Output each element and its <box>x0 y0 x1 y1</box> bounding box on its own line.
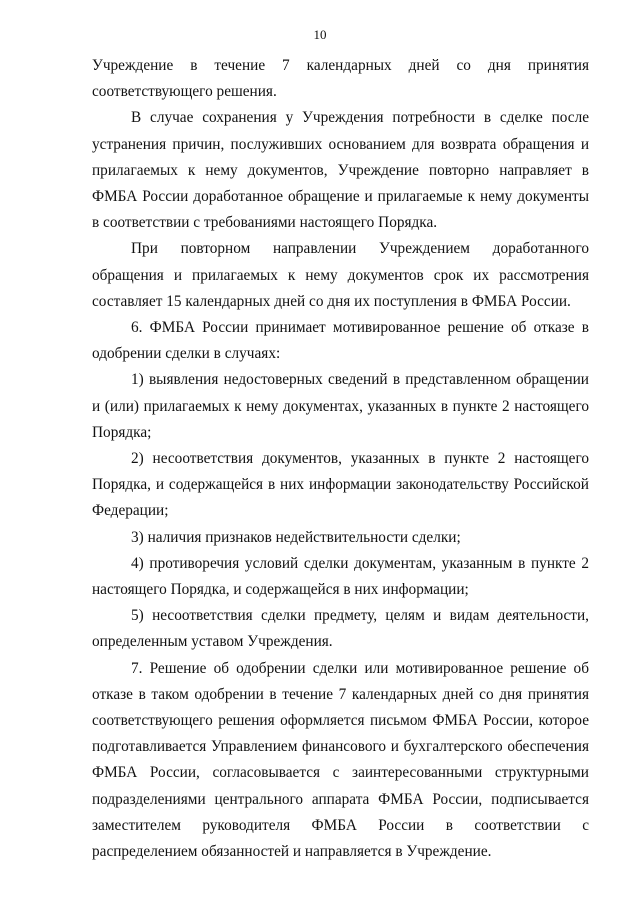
paragraph-item-7: 7. Решение об одобрении сделки или мотивированное решение об отказе в таком одобрении в течение 7 календарных дней со дня принятия соответствующего решения оформляется письмом ФМБА России, которое подготавливается Управлением финансового и бухгалтерского обеспечения ФМБА России, согласовывается с заинтересованными структурными подразделениями центрального аппарата ФМБА России, подписывается заместителем руководителя ФМБА России в соответствии с распределением обязанностей и направляется в Учреждение. <box>92 659 589 861</box>
list-item-2: 2) несоответствия документов, указанных в пункте 2 настоящего Порядка, и содержащейся в них информации законодательству Российской Федерации; <box>92 450 589 520</box>
list-item-3: 3) наличия признаков недействительности сделки; <box>131 528 461 546</box>
paragraph-resubmission-need: В случае сохранения у Учреждения потребности в сделке после устранения причин, послуживших основанием для возврата обращения и прилагаемых к нему документов, Учреждение повторно направляет в ФМБА России доработанное обращение и прилагаемые к нему документы в соответствии с требованиями настоящего Порядка. <box>92 109 589 232</box>
paragraph-resubmission-term: При повторном направлении Учреждением доработанного обращения и прилагаемых к нему документов срок их рассмотрения составляет 15 календарных дней со дня их поступления в ФМБА России. <box>92 240 589 310</box>
list-item-1: 1) выявления недостоверных сведений в представленном обращении и (или) прилагаемых к нему документах, указанных в пункте 2 настоящего Порядка; <box>92 371 589 441</box>
document-body <box>92 53 589 865</box>
paragraph-item-6: 6. ФМБА России принимает мотивированное решение об отказе в одобрении сделки в случаях: <box>92 319 589 363</box>
list-item-4: 4) противоречия условий сделки документам, указанным в пункте 2 настоящего Порядка, и содержащейся в них информации; <box>92 554 589 599</box>
list-item-5: 5) несоответствия сделки предмету, целям и видам деятельности, определенным уставом Учреждения. <box>92 607 589 651</box>
page-number: 10 <box>313 27 327 42</box>
paragraph-continuation: Учреждение в течение 7 календарных дней со дня принятия соответствующего решения. <box>92 57 589 101</box>
